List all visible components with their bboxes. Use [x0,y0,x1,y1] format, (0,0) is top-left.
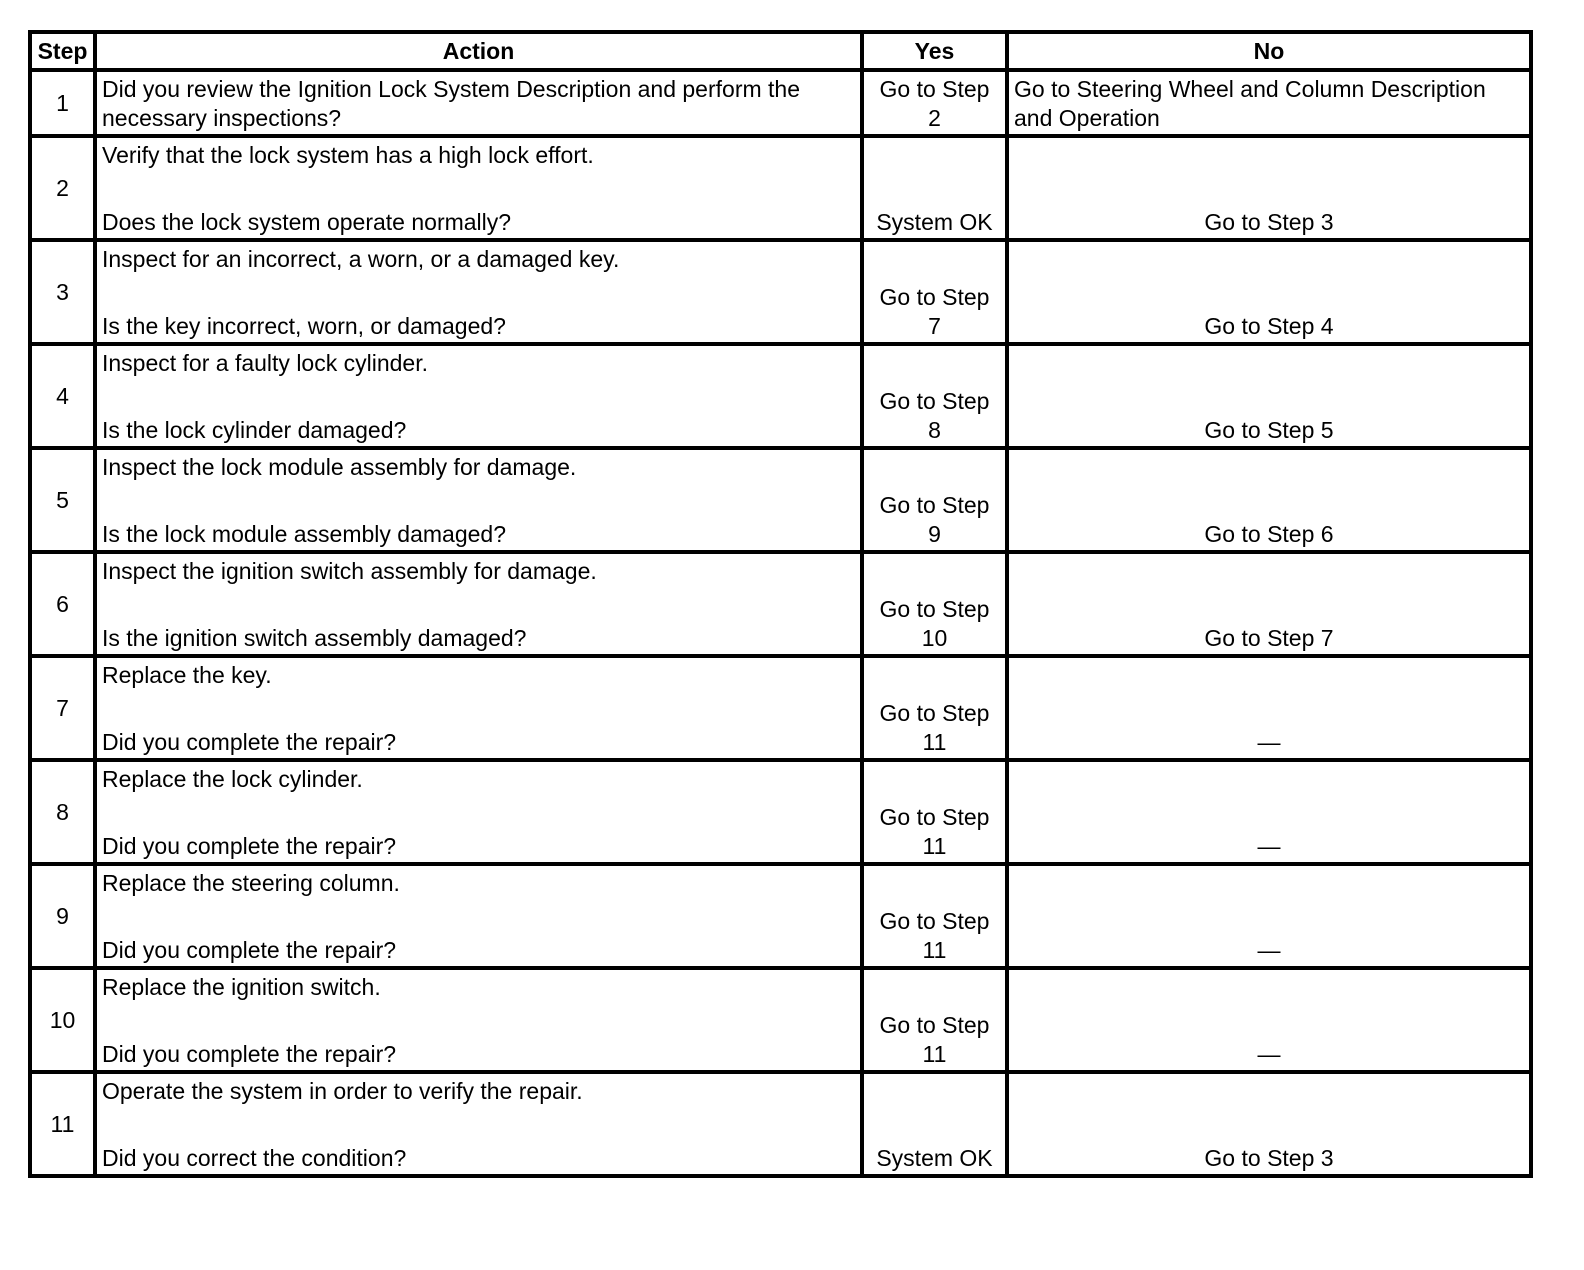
step-number: 6 [30,552,95,656]
no-cell [1007,136,1531,240]
action-question: Is the lock module assembly damaged? [102,521,506,547]
table-row [30,968,1531,1072]
no-text: Go to Step 6 [1204,521,1334,547]
action-instruction: Inspect for an incorrect, a worn, or a damaged key. [102,246,620,272]
table-row [30,760,1531,864]
action-instruction: Operate the system in order to verify the repair. [102,1078,583,1104]
yes-line2: 11 [922,729,947,755]
yes-line2: 9 [928,521,941,547]
table-row [30,656,1531,760]
action-cell [95,552,862,656]
yes-text [864,803,1005,861]
no-dash: — [1257,729,1281,755]
step-number: 3 [30,240,95,344]
table-row [30,70,1531,136]
action-question: Did you complete the repair? [102,937,397,963]
action-question: Did you complete the repair? [102,833,397,859]
diagnostic-table [28,30,1533,1178]
table-row [30,1072,1531,1176]
yes-cell [862,70,1007,136]
no-cell [1007,864,1531,968]
step-number: 1 [30,70,95,136]
no-cell [1007,656,1531,760]
step-number: 10 [30,968,95,1072]
no-cell [1007,448,1531,552]
action-cell [95,240,862,344]
action-question: Does the lock system operate normally? [102,209,512,235]
yes-line1: Go to Step [879,700,990,726]
action-cell [95,448,862,552]
action-cell [95,968,862,1072]
table-row [30,136,1531,240]
yes-line2: 2 [928,105,941,131]
action-text: Did you review the Ignition Lock System Description and perform the necessary inspections? [102,76,800,131]
action-instruction: Inspect the ignition switch assembly for damage. [102,558,597,584]
action-instruction: Replace the key. [102,662,272,688]
action-instruction: Replace the ignition switch. [102,974,381,1000]
step-number: 7 [30,656,95,760]
no-text: Go to Step 3 [1204,209,1334,235]
action-cell [95,1072,862,1176]
yes-cell [862,1072,1007,1176]
no-text: Go to Step 3 [1204,1145,1334,1171]
action-cell [95,864,862,968]
yes-text [864,699,1005,757]
step-number: 4 [30,344,95,448]
yes-line2: 8 [928,417,941,443]
no-cell [1007,70,1531,136]
yes-text: System OK [876,1145,993,1171]
no-cell [1007,968,1531,1072]
no-cell [1007,240,1531,344]
yes-text [864,491,1005,549]
action-instruction: Inspect the lock module assembly for damage. [102,454,577,480]
no-cell [1007,1072,1531,1176]
table-body [30,70,1531,1176]
action-question: Is the ignition switch assembly damaged? [102,625,527,651]
yes-cell [862,656,1007,760]
yes-line1: Go to Step [879,492,990,518]
no-text: Go to Step 4 [1204,313,1334,339]
table-header [30,32,1531,70]
header-row [30,32,1531,70]
yes-cell [862,344,1007,448]
yes-text: System OK [876,209,993,235]
action-question: Did you complete the repair? [102,729,397,755]
yes-text [864,72,1005,133]
yes-text [864,387,1005,445]
action-cell [95,344,862,448]
table-row [30,864,1531,968]
action-question: Is the lock cylinder damaged? [102,417,407,443]
yes-line2: 11 [922,833,947,859]
action-instruction: Replace the steering column. [102,870,400,896]
no-dash: — [1257,937,1281,963]
no-text: Go to Steering Wheel and Column Description and Operation [1014,76,1486,131]
no-text: Go to Step 5 [1204,417,1334,443]
yes-text [864,595,1005,653]
action-question: Is the key incorrect, worn, or damaged? [102,313,506,339]
action-instruction: Replace the lock cylinder. [102,766,363,792]
no-dash: — [1257,833,1281,859]
no-cell [1007,760,1531,864]
no-cell [1007,552,1531,656]
yes-line1: Go to Step [879,284,990,310]
header-action: Action [95,32,862,70]
table-row [30,448,1531,552]
step-number: 11 [30,1072,95,1176]
yes-line2: 11 [922,937,947,963]
action-instruction: Verify that the lock system has a high lock effort. [102,142,594,168]
header-step: Step [30,32,95,70]
yes-cell [862,760,1007,864]
no-text: Go to Step 7 [1204,625,1334,651]
yes-line1: Go to Step [879,908,990,934]
action-cell [95,656,862,760]
action-question: Did you correct the condition? [102,1145,407,1171]
yes-cell [862,552,1007,656]
no-cell [1007,344,1531,448]
step-number: 9 [30,864,95,968]
action-cell [95,70,862,136]
yes-cell [862,240,1007,344]
yes-line1: Go to Step [879,804,990,830]
header-yes: Yes [862,32,1007,70]
table-row [30,552,1531,656]
yes-cell [862,448,1007,552]
action-cell [95,136,862,240]
yes-cell [862,136,1007,240]
yes-text [864,907,1005,965]
yes-line1: Go to Step [879,1012,990,1038]
yes-line1: Go to Step [879,596,990,622]
yes-line2: 10 [921,625,948,651]
yes-text [864,283,1005,341]
table-row [30,344,1531,448]
table-row [30,240,1531,344]
header-no: No [1007,32,1531,70]
step-number: 2 [30,136,95,240]
yes-cell [862,864,1007,968]
yes-cell [862,968,1007,1072]
yes-line1: Go to Step [879,388,990,414]
yes-line1: Go to Step [879,76,990,102]
step-number: 8 [30,760,95,864]
yes-line2: 7 [928,313,941,339]
action-instruction: Inspect for a faulty lock cylinder. [102,350,428,376]
action-cell [95,760,862,864]
no-dash: — [1257,1041,1281,1067]
yes-line2: 11 [922,1041,947,1067]
step-number: 5 [30,448,95,552]
yes-text [864,1011,1005,1069]
action-question: Did you complete the repair? [102,1041,397,1067]
